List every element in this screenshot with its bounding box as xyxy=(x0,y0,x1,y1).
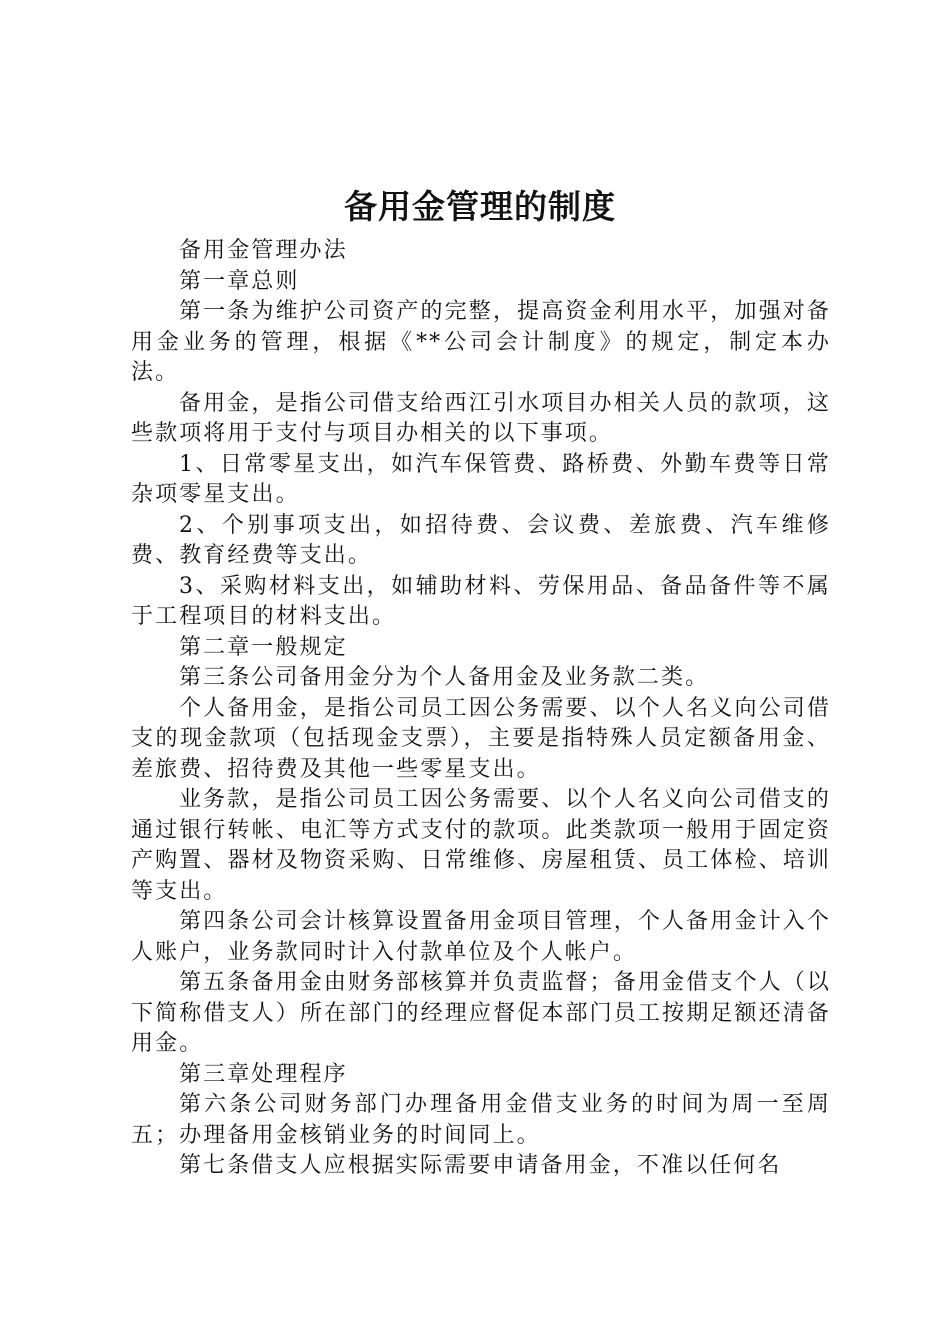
article-6-paragraph: 第六条公司财务部门办理备用金借支业务的时间为周一至周五；办理备用金核销业务的时间同上。 xyxy=(131,1092,831,1148)
article-4-paragraph: 第四条公司会计核算设置备用金项目管理，个人备用金计入个人账户，业务款同时计入付款单位及个人帐户。 xyxy=(131,909,831,965)
chapter-heading-procedure: 第三章处理程序 xyxy=(179,1061,348,1087)
article-3-paragraph: 第三条公司备用金分为个人备用金及业务款二类。 xyxy=(179,665,710,690)
list-item-2: 2、个别事项支出，如招待费、会议费、差旅费、汽车维修费、教育经费等支出。 xyxy=(131,512,831,568)
document-title: 备用金管理的制度 xyxy=(344,187,616,226)
article-5-paragraph: 第五条备用金由财务部核算并负责监督；备用金借支个人（以下简称借支人）所在部门的经理应督促本部门员工按期足额还清备用金。 xyxy=(131,970,831,1056)
personal-petty-cash-paragraph: 个人备用金，是指公司员工因公务需要、以个人名义向公司借支的现金款项（包括现金支票），主要是指特殊人员定额备用金、差旅费、招待费及其他一些零星支出。 xyxy=(131,695,831,782)
document-body xyxy=(131,236,831,1182)
chapter-heading-general: 第一章总则 xyxy=(179,268,300,294)
list-item-1: 1、日常零星支出，如汽车保管费、路桥费、外勤车费等日常杂项零星支出。 xyxy=(131,451,831,507)
chapter-heading-rules: 第二章一般规定 xyxy=(179,634,348,660)
petty-cash-definition-paragraph: 备用金，是指公司借支给西江引水项目办相关人员的款项，这些款项将用于支付与项目办相关的以下事项。 xyxy=(131,390,831,446)
list-item-3: 3、采购材料支出，如辅助材料、劳保用品、备品备件等不属于工程项目的材料支出。 xyxy=(131,573,831,629)
business-funds-paragraph: 业务款，是指公司员工因公务需要、以个人名义向公司借支的通过银行转帐、电汇等方式支付的款项。此类款项一般用于固定资产购置、器材及物资采购、日常维修、房屋租赁、员工体检、培训等支出。 xyxy=(131,787,831,904)
article-7-paragraph: 第七条借支人应根据实际需要申请备用金，不准以任何名 xyxy=(179,1153,782,1178)
article-1-paragraph: 第一条为维护公司资产的完整，提高资金利用水平，加强对备用金业务的管理，根据《**公司会计制度》的规定，制定本办法。 xyxy=(131,299,831,385)
section-heading-method: 备用金管理办法 xyxy=(179,238,348,263)
